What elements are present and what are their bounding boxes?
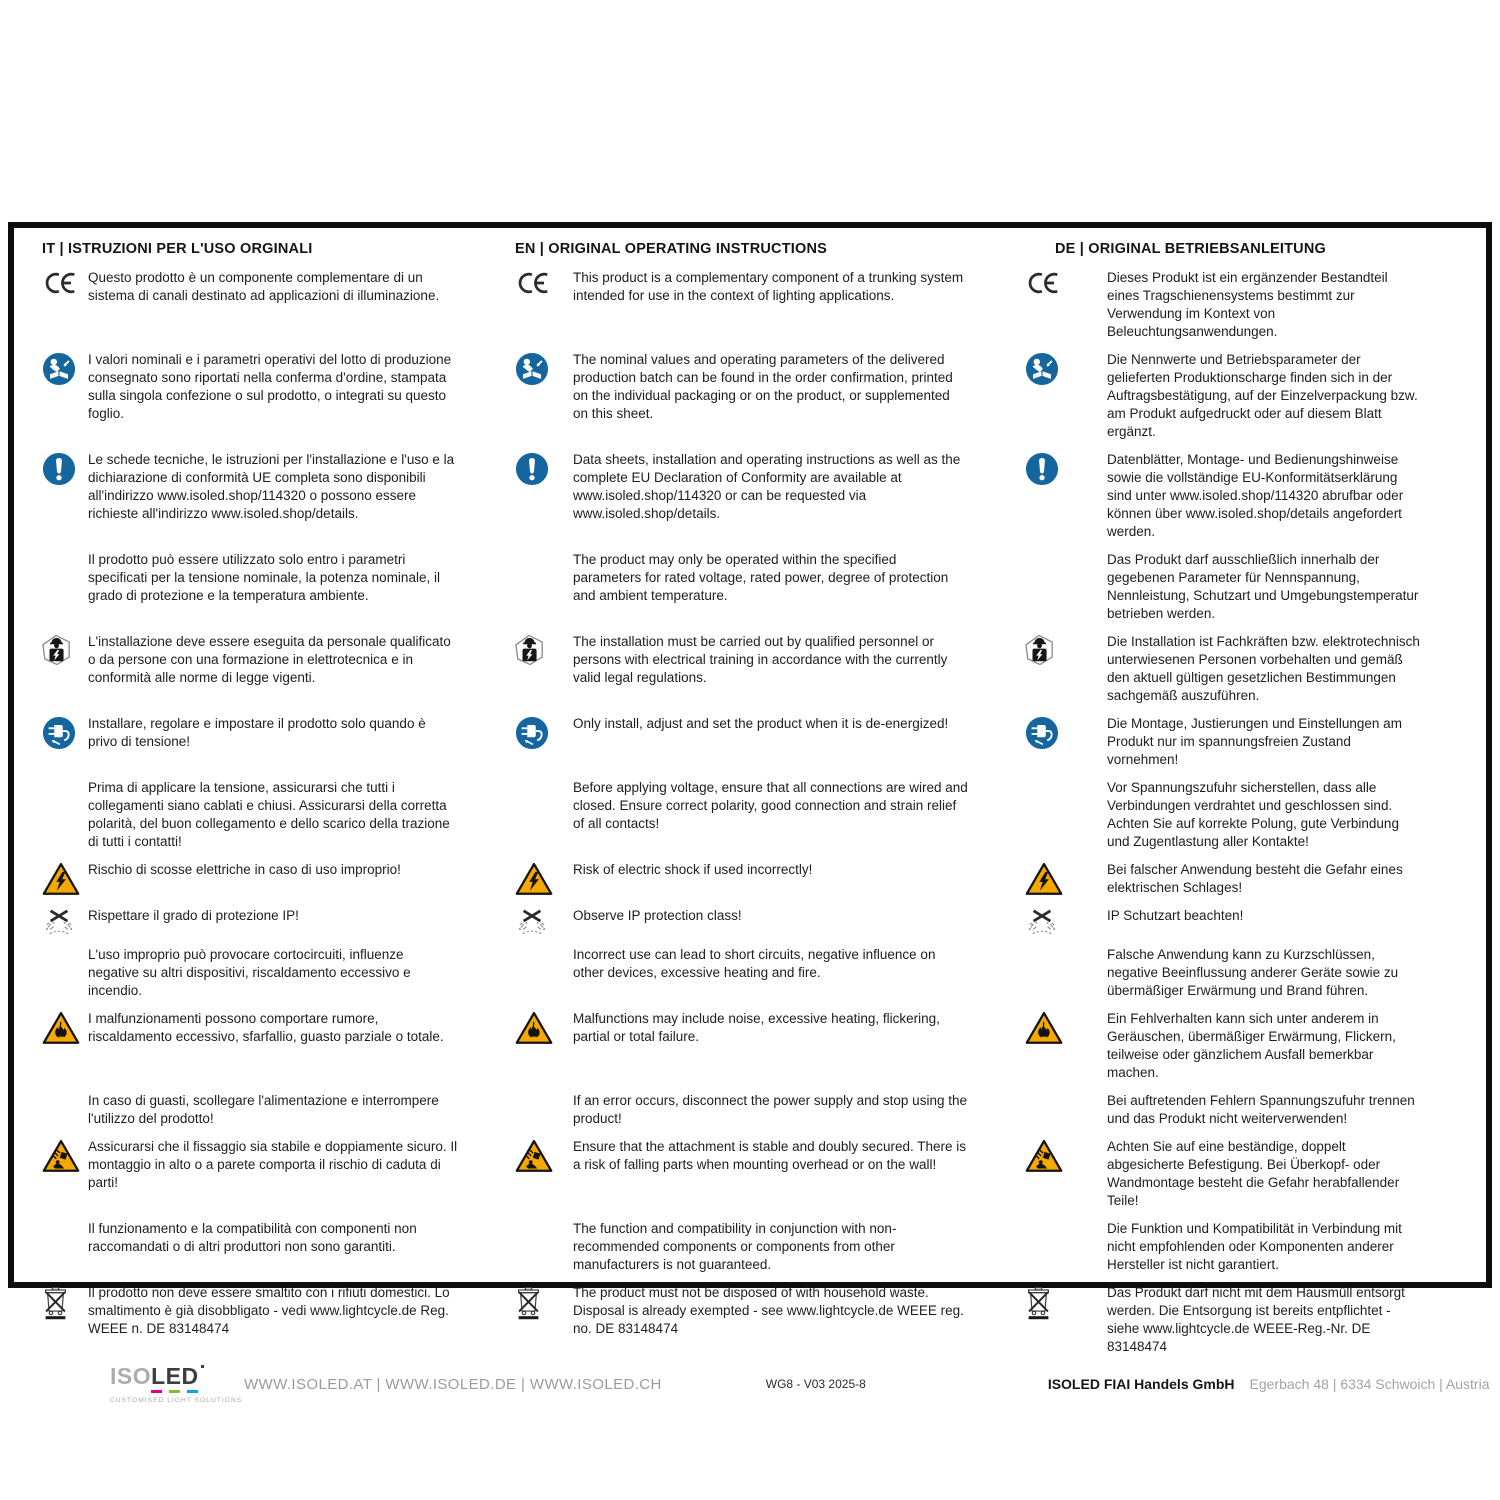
column-title-de: DE | ORIGINAL BETRIEBSANLEITUNG — [1055, 241, 1327, 257]
icon-spacer — [1025, 1220, 1107, 1221]
instruction-text: Data sheets, installation and operating instructions as well as the complete EU Declaration of Conformity are available at www.isoled.shop/114320 or can be requested via www.isoled.shop/details. — [573, 452, 961, 521]
instruction-cell-de-9 — [1025, 946, 1422, 1000]
instruction-text: In caso di guasti, scollegare l'alimentazione e interrompere l'utilizzo del prodotto! — [88, 1093, 439, 1126]
fire-warning-icon — [42, 1010, 88, 1045]
footer-company-address: Egerbach 48 | 6334 Schwoich | Austria — [1249, 1376, 1490, 1392]
fire-warning-icon — [1025, 1010, 1107, 1045]
instruction-text: Installare, regolare e impostare il prodotto solo quando è privo di tensione! — [88, 716, 426, 749]
instruction-cell-de-2 — [1025, 451, 1422, 541]
instruction-cell-it-3 — [42, 551, 458, 605]
ce-mark-icon — [42, 269, 88, 294]
fire-warning-icon — [515, 1010, 573, 1045]
instruction-text: The installation must be carried out by qualified personnel or persons with electrical training in accordance with the currently valid legal regulations. — [573, 634, 948, 685]
instruction-text: L'installazione deve essere eseguita da personale qualificato o da persone con una formazione in elettrotecnica e in conformità alle norme di legge vigenti. — [88, 634, 451, 685]
instruction-cell-en-13 — [515, 1220, 968, 1274]
instruction-cell-it-12 — [42, 1138, 458, 1192]
icon-spacer — [515, 946, 573, 947]
icon-spacer — [515, 1220, 573, 1221]
instruction-cell-de-14 — [1025, 1284, 1422, 1356]
instruction-text: Achten Sie auf eine beständige, doppelt abgesicherte Befestigung. Bei Überkopf- oder Wandmontage besteht die Gefahr herabfallender Teile! — [1107, 1139, 1400, 1208]
icon-spacer — [42, 779, 88, 780]
read-manual-icon — [515, 351, 573, 386]
logo-color-bars — [151, 1390, 198, 1393]
instruction-text: Bei falscher Anwendung besteht die Gefahr eines elektrischen Schlages! — [1107, 862, 1403, 895]
instruction-text: Falsche Anwendung kann zu Kurzschlüssen, negative Beeinflussung anderer Geräte sowie zu übermäßiger Erwärmung und Brand führen. — [1107, 947, 1399, 998]
instruction-text: Ensure that the attachment is stable and doubly secured. There is a risk of falling parts when mounting overhead or on the wall! — [573, 1139, 966, 1172]
instruction-text: Die Montage, Justierungen und Einstellungen am Produkt nur im spannungsfreien Zustand vornehmen! — [1107, 716, 1402, 767]
instruction-cell-de-0 — [1025, 269, 1422, 341]
instruction-cell-it-7 — [42, 861, 458, 896]
instruction-cell-en-3 — [515, 551, 968, 605]
footer-websites: WWW.ISOLED.AT | WWW.ISOLED.DE | WWW.ISOLED.CH — [244, 1375, 662, 1393]
disconnect-plug-icon — [42, 715, 88, 750]
instruction-cell-en-2 — [515, 451, 968, 523]
instruction-cell-en-0 — [515, 269, 968, 305]
mandatory-exclamation-icon — [42, 451, 88, 486]
instruction-text: The function and compatibility in conjunction with non-recommended components or components from other manufacturers is not guaranteed. — [573, 1221, 897, 1272]
instruction-cell-de-4 — [1025, 633, 1422, 705]
weee-bin-icon — [1025, 1284, 1107, 1320]
electric-shock-warning-icon — [515, 861, 573, 896]
instruction-cell-en-12 — [515, 1138, 968, 1174]
electric-shock-warning-icon — [1025, 861, 1107, 896]
weee-bin-icon — [515, 1284, 573, 1320]
instruction-cell-it-2 — [42, 451, 458, 523]
instruction-cell-en-10 — [515, 1010, 968, 1046]
instruction-text: Incorrect use can lead to short circuits, negative influence on other devices, excessive heating and fire. — [573, 947, 936, 980]
instruction-cell-en-7 — [515, 861, 968, 896]
instruction-cell-en-1 — [515, 351, 968, 423]
instruction-text: Prima di applicare la tensione, assicurarsi che tutti i collegamenti siano cablati e chiusi. Assicurarsi della corretta polarità, del buon collegamento e dello scarico della trazione di tutti i contatti! — [88, 780, 450, 849]
icon-spacer — [1025, 946, 1107, 947]
instruction-text: L'uso improprio può provocare cortocircuiti, influenze negative su altri dispositivi, riscaldamento eccessivo e incendio. — [88, 947, 411, 998]
instruction-text: Ein Fehlverhalten kann sich unter anderem in Geräuschen, übermäßiger Erwärmung, Flickern, teilweise oder gänzlichem Ausfall bemerkbar machen. — [1107, 1011, 1396, 1080]
instruction-cell-en-8 — [515, 907, 968, 936]
instruction-text: Die Funktion und Kompatibilität in Verbindung mit nicht empfohlenden oder Komponenten anderer Hersteller ist nicht garantiert. — [1107, 1221, 1402, 1272]
instruction-cell-it-11 — [42, 1092, 458, 1128]
instruction-text: Il prodotto può essere utilizzato solo entro i parametri specificati per la tensione nominale, la potenza nominale, il grado di protezione e la temperatura ambiente. — [88, 552, 440, 603]
footer-document-code: WG8 - V03 2025-8 — [765, 1377, 866, 1391]
instruction-sheet — [8, 222, 1492, 1404]
instruction-text: Die Nennwerte und Betriebsparameter der gelieferten Produktionscharge finden sich in der Auftragsbestätigung, auf der Einzelverpackung bzw. am Produkt aufgedruckt oder auf diesem Blatt ergänzt. — [1107, 352, 1418, 439]
electrician-icon — [42, 633, 88, 666]
isoled-logo-wordmark — [110, 1362, 222, 1389]
instruction-cell-de-10 — [1025, 1010, 1422, 1082]
instruction-text: I valori nominali e i parametri operativi del lotto di produzione consegnato sono riportati nella conferma d'ordine, stampata sulla singola confezione o sul prodotto, o integrati su questo foglio. — [88, 352, 452, 421]
instruction-text: Il funzionamento e la compatibilità con componenti non raccomandati o di altri produttori non sono garantiti. — [88, 1221, 417, 1254]
footer-company-name: ISOLED FIAI Handels GmbH — [1047, 1376, 1235, 1392]
logo-text-iso: ISO — [110, 1362, 152, 1389]
icon-spacer — [42, 1220, 88, 1221]
column-title-en: EN | ORIGINAL OPERATING INSTRUCTIONS — [515, 241, 828, 257]
icon-spacer — [515, 779, 573, 780]
instruction-cell-en-11 — [515, 1092, 968, 1128]
logo-tagline: CUSTOMISED LIGHT SOLUTIONS — [110, 1396, 243, 1404]
ip-protection-icon — [42, 907, 88, 936]
instruction-cell-en-6 — [515, 779, 968, 833]
icon-spacer — [515, 551, 573, 552]
falling-parts-warning-icon — [42, 1138, 88, 1173]
ce-mark-icon — [515, 269, 573, 294]
instruction-text: Rischio di scosse elettriche in caso di uso improprio! — [88, 862, 401, 877]
mandatory-exclamation-icon — [515, 451, 573, 486]
icon-spacer — [42, 1092, 88, 1093]
instruction-cell-en-5 — [515, 715, 968, 750]
instruction-cell-it-13 — [42, 1220, 458, 1256]
instruction-text: Bei auftretenden Fehlern Spannungszufuhr trennen und das Produkt nicht weiterverwenden! — [1107, 1093, 1415, 1126]
instruction-text: Malfunctions may include noise, excessive heating, flickering, partial or total failure. — [573, 1011, 940, 1044]
instruction-cell-it-6 — [42, 779, 458, 851]
sheet-footer — [42, 1356, 1490, 1412]
icon-spacer — [1025, 551, 1107, 552]
instruction-cell-en-9 — [515, 946, 968, 982]
ip-protection-icon — [1025, 907, 1107, 936]
disconnect-plug-icon — [515, 715, 573, 750]
instruction-grid — [42, 241, 1450, 1356]
instruction-text: The nominal values and operating parameters of the delivered production batch can be found in the order confirmation, printed on the individual packaging or on the product, or supplemented on this sheet. — [573, 352, 953, 421]
read-manual-icon — [42, 351, 88, 386]
instruction-cell-it-0 — [42, 269, 458, 305]
instruction-text: This product is a complementary component of a trunking system intended for use in the context of lighting applications. — [573, 270, 964, 303]
instruction-text: The product may only be operated within the specified parameters for rated voltage, rated power, degree of protection and ambient temperature. — [573, 552, 949, 603]
icon-spacer — [1025, 779, 1107, 780]
icon-spacer — [42, 551, 88, 552]
logo-trademark-mark — [201, 1365, 204, 1368]
electric-shock-warning-icon — [42, 861, 88, 896]
instruction-cell-it-8 — [42, 907, 458, 936]
instruction-cell-de-12 — [1025, 1138, 1422, 1210]
instruction-cell-en-14 — [515, 1284, 968, 1338]
instruction-text: Die Installation ist Fachkräften bzw. elektrotechnisch unterwiesenen Personen vorbehalten und gemäß den aktuell gültigen gesetzlichen Bestimmungen sachgemäß auszuführen. — [1107, 634, 1420, 703]
icon-spacer — [515, 1092, 573, 1093]
instruction-text: If an error occurs, disconnect the power supply and stop using the product! — [573, 1093, 967, 1126]
instruction-text: Questo prodotto è un componente complementare di un sistema di canali destinato ad applicazioni di illuminazione. — [88, 270, 440, 303]
falling-parts-warning-icon — [1025, 1138, 1107, 1173]
instruction-text: Le schede tecniche, le istruzioni per l'installazione e l'uso e la dichiarazione di conformità UE completa sono disponibili all'indirizzo www.isoled.shop/114320 o possono essere richieste all'indirizzo www.isoled.shop/details. — [88, 452, 455, 521]
instruction-cell-it-5 — [42, 715, 458, 751]
instruction-cell-it-1 — [42, 351, 458, 423]
instruction-cell-de-1 — [1025, 351, 1422, 441]
instruction-cell-it-4 — [42, 633, 458, 687]
instruction-text: Dieses Produkt ist ein ergänzender Bestandteil eines Tragschienensystems bestimmt zur Verwendung im Kontext von Beleuchtungsanwendungen. — [1107, 270, 1388, 339]
instruction-text: The product must not be disposed of with household waste. Disposal is already exempted - see www.lightcycle.de WEEE reg. no. DE 83148474 — [573, 1285, 964, 1336]
logo-bar-blue — [187, 1390, 198, 1393]
electrician-icon — [1025, 633, 1107, 666]
instruction-cell-de-8 — [1025, 907, 1422, 936]
logo-text-led: LED — [151, 1365, 204, 1388]
instruction-text: Datenblätter, Montage- und Bedienungshinweise sowie die vollständige EU-Konformitätserklärung sind unter www.isoled.shop/114320 abrufbar oder können über www.isoled.shop/details angefordert werden. — [1107, 452, 1404, 539]
instruction-cell-it-9 — [42, 946, 458, 1000]
instruction-cell-en-4 — [515, 633, 968, 687]
instruction-text: Il prodotto non deve essere smaltito con i rifiuti domestici. Lo smaltimento è già disobbligato - vedi www.lightcycle.de Reg. WEEE n. DE 83148474 — [88, 1285, 450, 1336]
instruction-cell-de-5 — [1025, 715, 1422, 769]
isoled-logo — [110, 1362, 243, 1404]
column-title-it: IT | ISTRUZIONI PER L'USO ORGINALI — [42, 241, 313, 257]
logo-bar-pink — [151, 1390, 162, 1393]
instruction-text: I malfunzionamenti possono comportare rumore, riscaldamento eccessivo, sfarfallio, guasto parziale o totale. — [88, 1011, 444, 1044]
read-manual-icon — [1025, 351, 1107, 386]
instruction-text: Rispettare il grado di protezione IP! — [88, 908, 299, 923]
instruction-text: Das Produkt darf ausschließlich innerhalb der gegebenen Parameter für Nennspannung, Nennleistung, Schutzart und Umgebungstemperatur betrieben werden. — [1107, 552, 1419, 621]
instruction-cell-de-6 — [1025, 779, 1422, 851]
icon-spacer — [42, 946, 88, 947]
instruction-text: IP Schutzart beachten! — [1107, 908, 1244, 923]
instruction-cell-it-10 — [42, 1010, 458, 1046]
instruction-cell-it-14 — [42, 1284, 458, 1338]
disconnect-plug-icon — [1025, 715, 1107, 750]
instruction-text: Only install, adjust and set the product when it is de-energized! — [573, 716, 949, 731]
instruction-text: Risk of electric shock if used incorrectly! — [573, 862, 813, 877]
instruction-cell-de-3 — [1025, 551, 1422, 623]
ce-mark-icon — [1025, 269, 1107, 294]
instruction-text: Assicurarsi che il fissaggio sia stabile e doppiamente sicuro. Il montaggio in alto o a parete comporta il rischio di caduta di parti! — [88, 1139, 458, 1190]
instruction-text: Before applying voltage, ensure that all connections are wired and closed. Ensure correct polarity, good connection and strain relief of all contacts! — [573, 780, 968, 831]
electrician-icon — [515, 633, 573, 666]
instruction-text: Das Produkt darf nicht mit dem Hausmüll entsorgt werden. Die Entsorgung ist bereits entpflichtet - siehe www.lightcycle.de WEEE-Reg.-Nr. DE 83148474 — [1107, 1285, 1405, 1354]
ip-protection-icon — [515, 907, 573, 936]
instruction-cell-de-7 — [1025, 861, 1422, 897]
instruction-cell-de-11 — [1025, 1092, 1422, 1128]
weee-bin-icon — [42, 1284, 88, 1320]
falling-parts-warning-icon — [515, 1138, 573, 1173]
mandatory-exclamation-icon — [1025, 451, 1107, 486]
instruction-cell-de-13 — [1025, 1220, 1422, 1274]
instruction-text: Vor Spannungszufuhr sicherstellen, dass alle Verbindungen verdrahtet und geschlossen sind. Achten Sie auf korrekte Polung, gute Verbindung und Zugentlastung aller Kontakte! — [1107, 780, 1399, 849]
logo-bar-green — [169, 1390, 180, 1393]
instruction-text: Observe IP protection class! — [573, 908, 742, 923]
icon-spacer — [1025, 1092, 1107, 1093]
